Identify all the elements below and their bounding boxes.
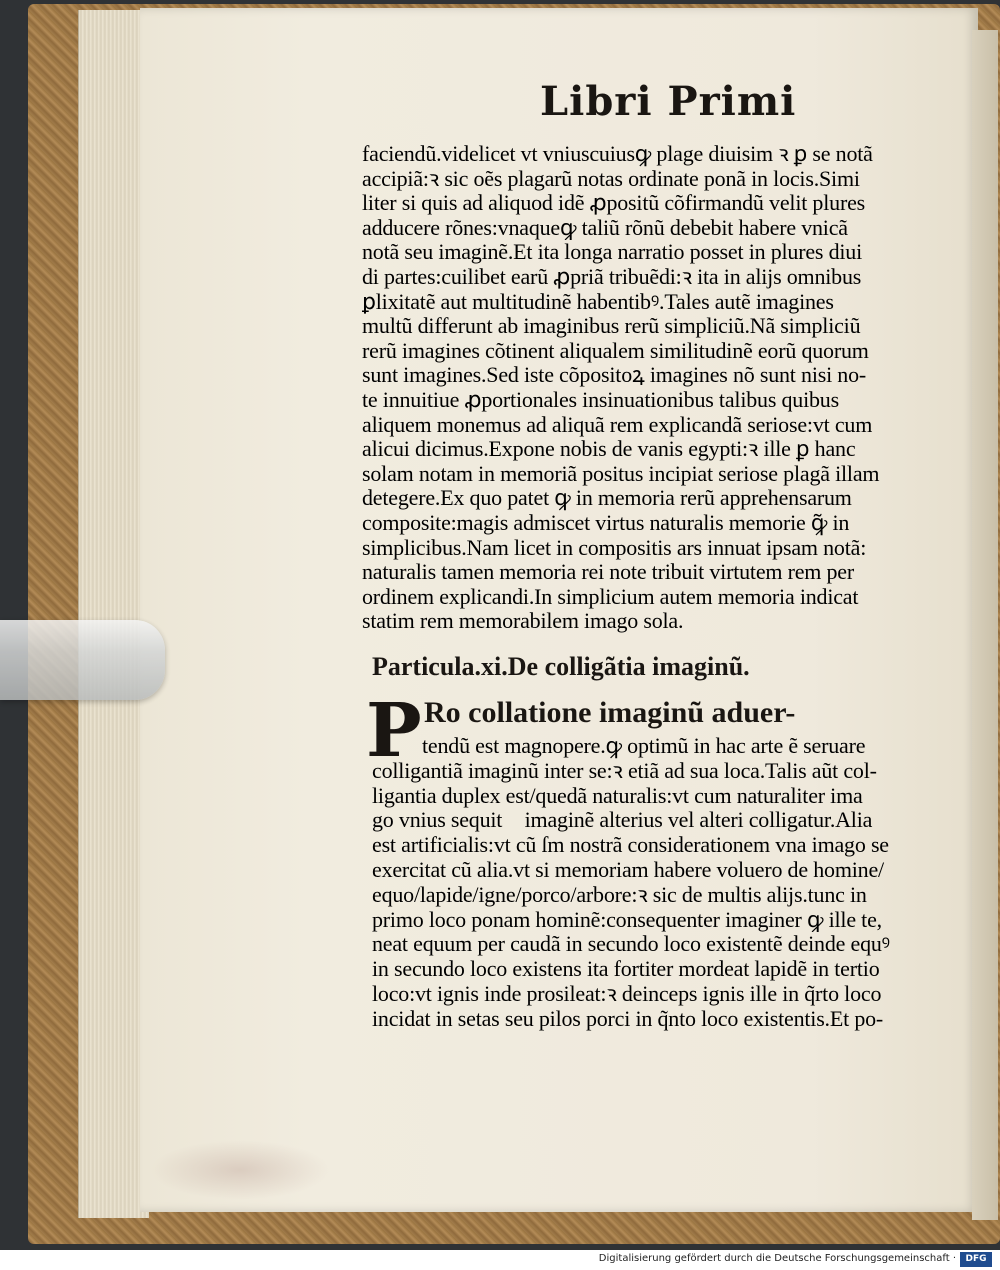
text-line: statim rem memorabilem imago sola. <box>362 609 684 634</box>
text-line: ordinem explicandi.In simplicium autem memoria indicat <box>362 584 859 609</box>
text-line: neat equum per caudã in secundo loco existentẽ deinde equꝰ <box>372 932 890 957</box>
page-clip <box>0 620 165 700</box>
text-line: aliquem monemus ad aliquã rem explicandã seriose:vt cum <box>362 412 873 437</box>
text-line: in secundo loco existens ita fortiter mordeat lapidẽ in tertio <box>372 957 880 982</box>
text-line: composite:magis admiscet virtus naturalis memorie ꝙ̃ in <box>362 510 850 535</box>
text-line: alicui dicimus.Expone nobis de vanis egypti:ꝛ ille ꝑ hanc <box>362 437 856 462</box>
next-page-edge <box>972 30 998 1220</box>
text-line: adducere rõnes:vnaqueꝙ taliũ rõnũ debebit habere vnicã <box>362 215 848 240</box>
text-line: tendũ est magnopere.ꝙ optimũ in hac arte ẽ seruare <box>422 734 866 758</box>
section-heading: Particula.xi.De colligãtia imaginũ. <box>372 652 750 681</box>
text-line: liter si quis ad aliquod idẽ ꝓpositũ cõfirmandũ velit plures <box>362 191 866 216</box>
text-line: detegere.Ex quo patet ꝙ in memoria rerũ apprehensarum <box>362 486 852 511</box>
text-line: di partes:cuilibet earũ ꝓpriã tribuẽdi:ꝛ ita in alijs omnibus <box>362 264 862 289</box>
footer-credit: Digitalisierung gefördert durch die Deutsche Forschungsgemeinschaft · <box>598 1253 956 1264</box>
text-line: solam notam in memoriã positus incipiat seriose plagã illam <box>362 461 880 486</box>
footer-bar <box>0 1250 1000 1270</box>
text-line: sunt imagines.Sed iste cõpositoꝝ imagines nõ sunt nisi no- <box>362 363 867 388</box>
text-line: equo/lapide/igne/porco/arbore:ꝛ sic de multis alijs.tunc in <box>372 882 867 907</box>
dfg-logo: DFG <box>960 1252 992 1267</box>
text-line: est artificialis:vt cũ ſm nostrã considerationem vna imago se <box>372 833 889 858</box>
text-block-upper <box>362 142 934 634</box>
text-line: colligantiã imaginũ inter se:ꝛ etiã ad sua loca.Talis aũt col- <box>372 758 877 783</box>
text-line: faciendũ.videlicet vt vniuscuiusꝙ plage diuisim ꝛ ꝑ se notã <box>362 142 873 166</box>
text-line: te innuitiue ꝓportionales insinuationibus talibus quibus <box>362 387 839 412</box>
text-line: ligantia duplex est/quedã naturalis:vt cum naturaliter ima <box>372 783 863 808</box>
text-line: incidat in setas seu pilos porci in q̃nto loco existentis.Et po- <box>372 1006 884 1031</box>
page-stain <box>150 1140 330 1200</box>
opening-line: Ro collatione imaginũ aduer- <box>424 696 796 729</box>
text-line: notã seu imaginẽ.Et ita longa narratio posset in plures diui <box>362 240 862 265</box>
text-line: simplicibus.Nam licet in compositis ars innuat ipsam notã: <box>362 535 867 560</box>
text-line: rerũ imagines cõtinent aliqualem similitudinẽ eorũ quorum <box>362 338 869 363</box>
text-line: loco:vt ignis inde prosileat:ꝛ deinceps ignis ille in q̃rto loco <box>372 981 882 1006</box>
text-line: exercitat cũ alia.vt si memoriam habere voluero de homine/ <box>372 857 884 882</box>
page-edges <box>78 10 149 1218</box>
text-line: multũ differunt ab imaginibus rerũ simpliciũ.Nã simpliciũ <box>362 314 861 339</box>
text-line: ꝑlixitatẽ aut multitudinẽ habentibꝰ.Tales autẽ imagines <box>362 289 834 314</box>
text-line: accipiã:ꝛ sic oẽs plagarũ notas ordinate ponã in locis.Simi <box>362 166 860 191</box>
decorated-initial: P <box>366 688 422 774</box>
text-line: naturalis tamen memoria rei note tribuit virtutem rem per <box>362 560 854 585</box>
text-block-lower <box>372 734 932 1032</box>
text-line: go vnius sequit᷑ imaginẽ alterius vel alteri colligatur.Alia <box>372 808 873 833</box>
running-head: Libri Primi <box>540 78 797 125</box>
text-line: primo loco ponam hominẽ:consequenter imaginer ꝙ ille te, <box>372 907 882 932</box>
